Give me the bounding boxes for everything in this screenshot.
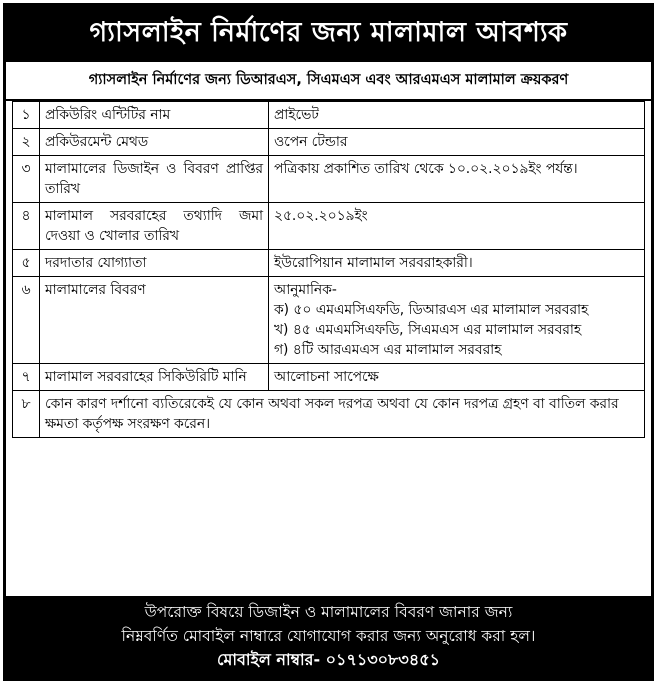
row-value-list — [269, 277, 645, 364]
row-value: আলোচনা সাপেক্ষে — [269, 364, 645, 391]
row-value: পত্রিকায় প্রকাশিত তারিখ থেকে ১০.০২.২০১৯ইং পর্যন্ত। — [269, 156, 645, 203]
details-table-wrap — [6, 101, 651, 438]
advertisement — [3, 3, 654, 681]
footer-line: উপরোক্ত বিষয়ে ডিজাইন ও মালামালের বিবরণ জানার জন্য — [144, 603, 513, 621]
table-row — [13, 277, 645, 364]
row-number: ১ — [13, 102, 40, 129]
details-table — [12, 101, 645, 438]
table-row — [13, 102, 645, 129]
footer-line: নিম্নবর্ণিত মোবাইল নাম্বারে যোগাযোগ করার জন্য অনুরোধ করা হল। — [121, 627, 536, 645]
row-label: মালামালের বিবরণ — [40, 277, 269, 364]
row-number: ৫ — [13, 250, 40, 277]
table-row — [13, 129, 645, 156]
row-number: ৭ — [13, 364, 40, 391]
row-value: ওপেন টেন্ডার — [269, 129, 645, 156]
ad-footer — [6, 596, 651, 678]
row-label: মালামালের ডিজাইন ও বিবরণ প্রাপ্তির তারিখ — [40, 156, 269, 203]
row-number: ৮ — [13, 391, 40, 438]
table-row — [13, 364, 645, 391]
ad-subtitle: গ্যাসলাইন নির্মাণের জন্য ডিআরএস, সিএমএস এবং আরএমএস মালামাল ক্রয়করণ — [6, 62, 651, 101]
row-number: ৪ — [13, 203, 40, 250]
description-line: আনুমানিক- — [274, 282, 337, 298]
description-line: গ) ৪টি আরএমএস এর মালামাল সরবরাহ — [274, 342, 502, 358]
table-row — [13, 203, 645, 250]
row-number: ২ — [13, 129, 40, 156]
description-line: খ) ৪৫ এমএমসিএফডি, সিএমএস এর মালামাল সরবরাহ — [274, 322, 582, 338]
table-row — [13, 250, 645, 277]
row-value: ইউরোপিয়ান মালামাল সরবরাহকারী। — [269, 250, 645, 277]
mobile-number: মোবাইল নাম্বার- ০১৭১৩০৮৩৪৫১ — [217, 650, 440, 669]
ad-title: গ্যাসলাইন নির্মাণের জন্য মালামাল আবশ্যক — [6, 6, 651, 62]
row-number: ৩ — [13, 156, 40, 203]
row-label: মালামাল সরবরাহের সিকিউরিটি মানি — [40, 364, 269, 391]
table-row — [13, 391, 645, 438]
table-row — [13, 156, 645, 203]
row-label: প্রকিউরিং এন্টিটির নাম — [40, 102, 269, 129]
row-label: প্রকিউরমেন্ট মেথড — [40, 129, 269, 156]
row-number: ৬ — [13, 277, 40, 364]
row-full-text: কোন কারণ দর্শানো ব্যতিরেকেই যে কোন অথবা সকল দরপত্র অথবা যে কোন দরপত্র গ্রহণ বা বাতিল করার ক্ষমতা কর্তৃপক্ষ সংরক্ষণ করেন। — [40, 391, 645, 438]
row-value: প্রাইভেট — [269, 102, 645, 129]
description-line: ক) ৫০ এমএমসিএফডি, ডিআরএস এর মালামাল সরবরাহ — [274, 302, 589, 318]
row-label: মালামাল সরবরাহের তথ্যাদি জমা দেওয়া ও খোলার তারিখ — [40, 203, 269, 250]
row-label: দরদাতার যোগ্যাতা — [40, 250, 269, 277]
row-value: ২৫.০২.২০১৯ইং — [269, 203, 645, 250]
